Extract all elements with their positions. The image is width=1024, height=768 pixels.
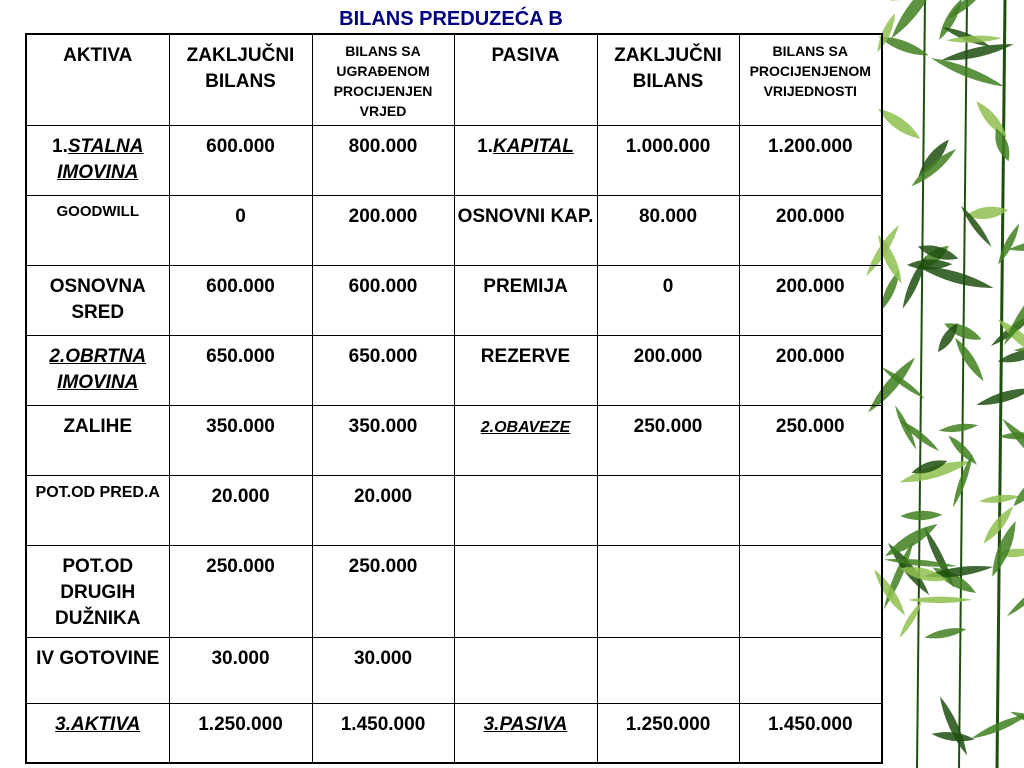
aktiva-item (26, 125, 169, 195)
aktiva-item: IV GOTOVINE (26, 637, 169, 703)
aktiva-fair-value: 20.000 (312, 475, 454, 545)
aktiva-closing-value: 250.000 (169, 545, 312, 637)
pasiva-closing-value: 250.000 (597, 405, 739, 475)
aktiva-item: POT.OD PRED.A (26, 475, 169, 545)
pasiva-closing-value (597, 545, 739, 637)
pasiva-closing-value: 1.000.000 (597, 125, 739, 195)
aktiva-fair-value: 200.000 (312, 195, 454, 265)
aktiva-closing-value: 20.000 (169, 475, 312, 545)
pasiva-fair-value: 250.000 (739, 405, 882, 475)
pasiva-item (454, 637, 597, 703)
pasiva-closing-value (597, 637, 739, 703)
aktiva-closing-value: 350.000 (169, 405, 312, 475)
aktiva-fair-value: 600.000 (312, 265, 454, 335)
pasiva-item (454, 545, 597, 637)
aktiva-fair-value: 350.000 (312, 405, 454, 475)
header-aktiva: AKTIVA (26, 34, 169, 125)
pasiva-item (454, 405, 597, 475)
pasiva-closing-value: 200.000 (597, 335, 739, 405)
pasiva-fair-value: 1.200.000 (739, 125, 882, 195)
aktiva-closing-value: 0 (169, 195, 312, 265)
pasiva-fair-value (739, 475, 882, 545)
table-row (26, 125, 882, 195)
pasiva-item (454, 125, 597, 195)
aktiva-item (26, 703, 169, 763)
aktiva-closing-value: 600.000 (169, 265, 312, 335)
aktiva-closing-value: 600.000 (169, 125, 312, 195)
pasiva-item: PREMIJA (454, 265, 597, 335)
item-label: 3.AKTIVA (55, 713, 141, 735)
aktiva-item: POT.OD DRUGIH DUŽNIKA (26, 545, 169, 637)
table-row (26, 637, 882, 703)
aktiva-fair-value: 30.000 (312, 637, 454, 703)
pasiva-closing-value: 0 (597, 265, 739, 335)
pasiva-closing-value: 80.000 (597, 195, 739, 265)
table-row (26, 335, 882, 405)
pasiva-fair-value: 1.450.000 (739, 703, 882, 763)
pasiva-closing-value: 1.250.000 (597, 703, 739, 763)
table-row (26, 265, 882, 335)
table-total-row (26, 703, 882, 763)
aktiva-closing-value: 650.000 (169, 335, 312, 405)
pasiva-closing-value (597, 475, 739, 545)
table-row (26, 195, 882, 265)
pasiva-fair-value: 200.000 (739, 195, 882, 265)
item-label: KAPITAL (492, 135, 574, 157)
header-pasiva: PASIVA (454, 34, 597, 125)
header-aktiva-closing-balance: ZAKLJUČNI BILANS (169, 34, 312, 125)
aktiva-closing-value: 30.000 (169, 637, 312, 703)
item-number: 1. (477, 135, 493, 157)
balance-table (25, 33, 883, 764)
pasiva-fair-value: 200.000 (739, 265, 882, 335)
aktiva-item: ZALIHE (26, 405, 169, 475)
aktiva-fair-value: 650.000 (312, 335, 454, 405)
aktiva-item: OSNOVNA SRED (26, 265, 169, 335)
table-header-row (26, 34, 882, 125)
slide-title: BILANS PREDUZEĆA B (339, 8, 563, 30)
pasiva-item: OSNOVNI KAP. (454, 195, 597, 265)
item-label: 2.OBAVEZE (480, 418, 571, 436)
pasiva-item: REZERVE (454, 335, 597, 405)
table-row (26, 545, 882, 637)
pasiva-item (454, 703, 597, 763)
aktiva-item: GOODWILL (26, 195, 169, 265)
table-row (26, 405, 882, 475)
item-number: 1. (52, 135, 68, 157)
header-pasiva-closing-balance: ZAKLJUČNI BILANS (597, 34, 739, 125)
header-aktiva-fair-value-balance: BILANS SA UGRAĐENOM PROCIJENJEN VRJED (312, 34, 454, 125)
pasiva-fair-value (739, 545, 882, 637)
pasiva-fair-value: 200.000 (739, 335, 882, 405)
table-row (26, 475, 882, 545)
item-label: 3.PASIVA (483, 713, 568, 735)
item-label: STALNA IMOVINA (57, 135, 144, 183)
aktiva-closing-value: 1.250.000 (169, 703, 312, 763)
header-pasiva-fair-value-balance: BILANS SA PROCIJENJENOM VRIJEDNOSTI (739, 34, 882, 125)
aktiva-fair-value: 800.000 (312, 125, 454, 195)
aktiva-fair-value: 250.000 (312, 545, 454, 637)
pasiva-fair-value (739, 637, 882, 703)
item-label: 2.OBRTNA IMOVINA (49, 345, 147, 393)
aktiva-item (26, 335, 169, 405)
pasiva-item (454, 475, 597, 545)
aktiva-fair-value: 1.450.000 (312, 703, 454, 763)
